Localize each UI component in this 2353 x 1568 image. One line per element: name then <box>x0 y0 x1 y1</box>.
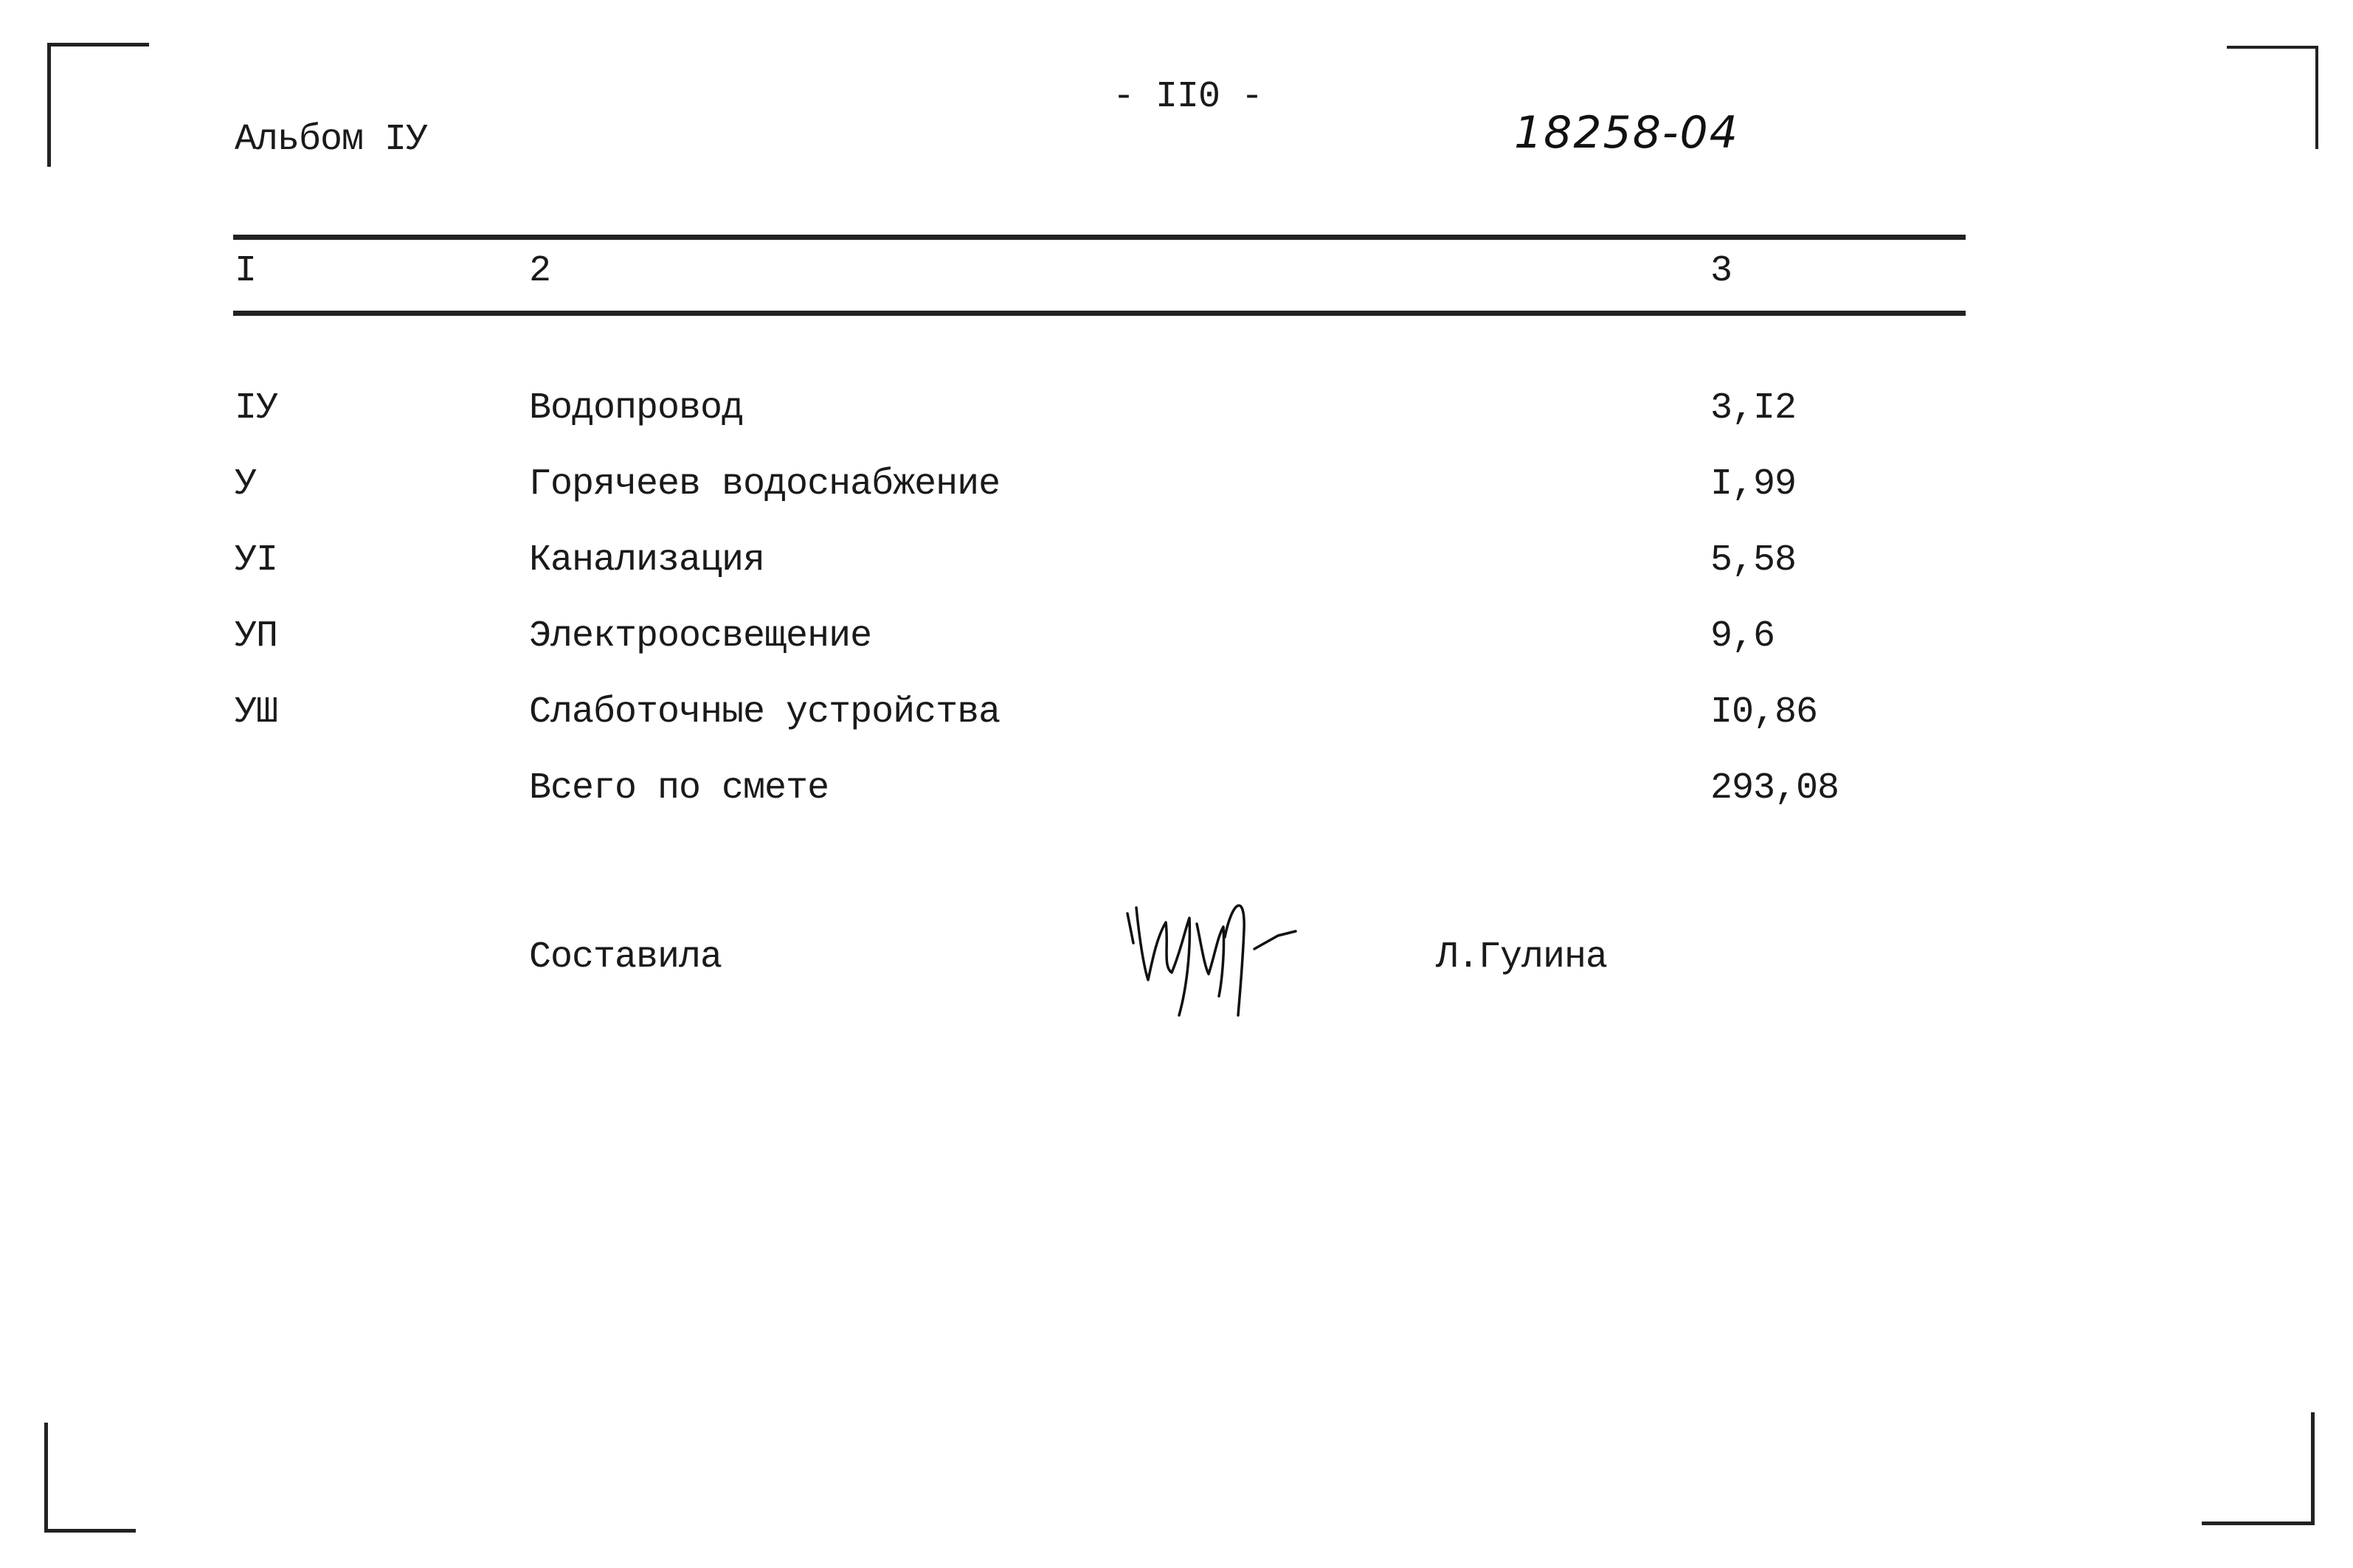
total-value: 293,08 <box>1710 767 1839 809</box>
table-total-row <box>0 767 2353 818</box>
table-row <box>0 691 2353 742</box>
row-name: Слаботочные устройства <box>529 691 1001 733</box>
row-value: 3,I2 <box>1710 387 1797 429</box>
row-number: УШ <box>235 691 278 733</box>
author-name: Л.Гулина <box>1436 936 1608 978</box>
table-row <box>0 615 2353 666</box>
row-name: Канализация <box>529 539 765 581</box>
page-number: - II0 - <box>1113 76 1263 118</box>
row-name: Электроосвещение <box>529 615 872 657</box>
table-top-rule <box>233 235 1966 240</box>
corner-mark-bottom-right-v <box>2311 1412 2315 1524</box>
row-number: УП <box>235 615 278 657</box>
table-row <box>0 387 2353 438</box>
row-number: IУ <box>235 387 278 429</box>
row-value: 5,58 <box>1710 539 1797 581</box>
table-header-row <box>0 249 2353 301</box>
row-name: Горячеев водоснабжение <box>529 463 1001 505</box>
row-value: 9,6 <box>1710 615 1775 657</box>
row-number: У <box>235 463 257 505</box>
column-header-3: 3 <box>1710 250 1732 292</box>
table-row <box>0 463 2353 514</box>
table-header-rule <box>233 311 1966 316</box>
album-label: Альбом IУ <box>235 119 428 161</box>
corner-mark-bottom-left-v <box>44 1423 48 1532</box>
corner-mark-top-left-h <box>47 43 149 46</box>
total-label: Всего по смете <box>529 767 829 809</box>
column-header-1: I <box>235 250 257 292</box>
corner-mark-top-left-v <box>47 43 51 167</box>
row-value: I,99 <box>1710 463 1797 505</box>
corner-mark-top-right-h <box>2227 46 2318 49</box>
row-name: Водопровод <box>529 387 744 429</box>
row-value: I0,86 <box>1710 691 1818 733</box>
column-header-2: 2 <box>529 250 551 292</box>
signature <box>1114 885 1358 1033</box>
document-code: 18258-04 <box>1514 107 1739 159</box>
table-row <box>0 539 2353 590</box>
row-number: УI <box>235 539 278 581</box>
corner-mark-top-right-v <box>2315 46 2318 149</box>
corner-mark-bottom-right-h <box>2202 1522 2315 1525</box>
compiled-by-label: Составила <box>529 936 722 978</box>
corner-mark-bottom-left-h <box>44 1529 136 1533</box>
